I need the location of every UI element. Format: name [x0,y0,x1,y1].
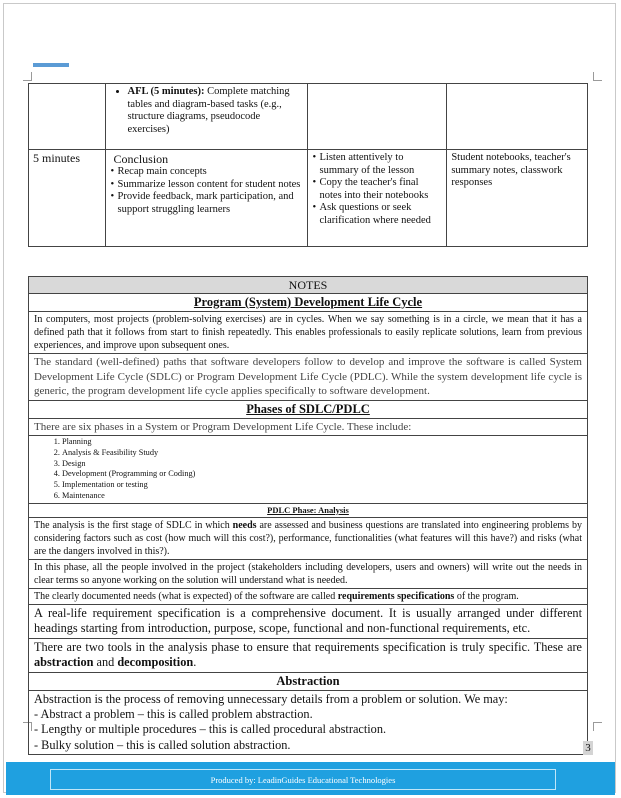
crop-mark-top-left [23,72,32,81]
analysis-paragraph: The analysis is the first stage of SDLC in which needs are assessed and business questions are translated into engineering problems by considering factors such as cost (how much will this cost?), performance, functionalities (what features will this have?) and risks (what are the dangers involved in this?). [29,517,588,559]
list-item: • Summarize lesson content for student notes [118,179,303,192]
notes-table [28,276,588,755]
afl-label: AFL (5 minutes): [127,86,205,97]
list-item: • Provide feedback, mark participation, and support struggling learners [118,191,303,216]
list-item: 4. Development (Programming or Coding) [62,469,582,480]
header-accent-mark [33,63,69,67]
list-item: 2. Analysis & Feasibility Study [62,448,582,459]
teacher-activity-cell [105,150,307,247]
footer-text: Produced by: LeadinGuides Educational Technologies [50,769,556,790]
crop-mark-bottom-right [593,722,602,731]
list-item: 1. Planning [62,437,582,448]
notes-header: NOTES [29,277,588,294]
list-item: 3. Design [62,459,582,470]
sdlc-title: Program (System) Development Life Cycle [29,294,588,312]
sdlc-definition-paragraph: The standard (well-defined) paths that software developers follow to develop and improve the software is called System Development Life Cycle (SDLC) or Program Development Life Cycle (PDLC). While the system development life cycle is generic, the program development life cycle applies specifically to software development. [29,354,588,401]
list-item: 6. Maintenance [62,491,582,502]
table-row [29,150,588,247]
analysis-tools-paragraph: There are two tools in the analysis phase to ensure that requirements specification is truly specific. These are abstraction and decomposition. [29,638,588,672]
resources-cell: Student notebooks, teacher's summary notes, classwork responses [447,150,588,247]
cycle-paragraph: In computers, most projects (problem-solving exercises) are in cycles. When we say something is in a circle, we mean that it has a defined path that it follows from start to finish repeatedly. This enables professionals to easily replicate solutions, learn from previous experiences, and improve upon subsequent ones. [29,312,588,354]
phases-title: Phases of SDLC/PDLC [29,400,588,418]
list-item: • Copy the teacher's final notes into their notebooks [320,177,443,202]
list-item: 5. Implementation or testing [62,480,582,491]
abstraction-definition: Abstraction is the process of removing unnecessary details from a problem or solution. We may: [34,691,508,706]
resources-cell [447,84,588,150]
phases-list [34,437,582,502]
requirement-spec-paragraph: A real-life requirement specification is a comprehensive document. It is usually arranged under different headings starting from introduction, purpose, scope, functional and non-functional requirements, etc. [29,604,588,638]
list-item: • Ask questions or seek clarification where needed [320,202,443,227]
conclusion-title: Conclusion [113,152,169,166]
learner-activity-cell [307,150,447,247]
crop-mark-top-right [593,72,602,81]
table-row [29,84,588,150]
teacher-activity-cell [105,84,307,150]
analysis-phase-title: PDLC Phase: Analysis [29,503,588,517]
list-item: - Lengthy or multiple procedures – this is called procedural abstraction. [34,722,387,737]
list-item: • Listen attentively to summary of the lesson [320,152,443,177]
list-item: - Abstract a problem – this is called problem abstraction. [34,707,313,722]
requirements-paragraph: The clearly documented needs (what is expected) of the software are called requirements specifications of the program. [29,588,588,604]
time-cell: 5 minutes [29,150,106,247]
abstraction-title: Abstraction [29,672,588,690]
afl-item [128,86,303,136]
list-item: • Recap main concepts [118,166,303,179]
afl-text: Complete matching tables and diagram-based tasks (e.g., structure diagrams, pseudocode exercises) [127,86,290,135]
lesson-plan-table [28,83,588,247]
page-number: 3 [583,741,593,755]
list-item: - Bulky solution – this is called solution abstraction. [34,737,291,752]
stakeholders-paragraph: In this phase, all the people involved in the project (stakeholders including developers, users and owners) will write out the needs in clear terms so anyone working on the solution will understand what is needed. [29,559,588,588]
phases-intro: There are six phases in a System or Program Development Life Cycle. These include: [29,418,588,436]
abstraction-cell [29,690,588,754]
learner-activity-cell [307,84,447,150]
footer-bar [6,762,615,795]
phases-list-cell [29,436,588,504]
